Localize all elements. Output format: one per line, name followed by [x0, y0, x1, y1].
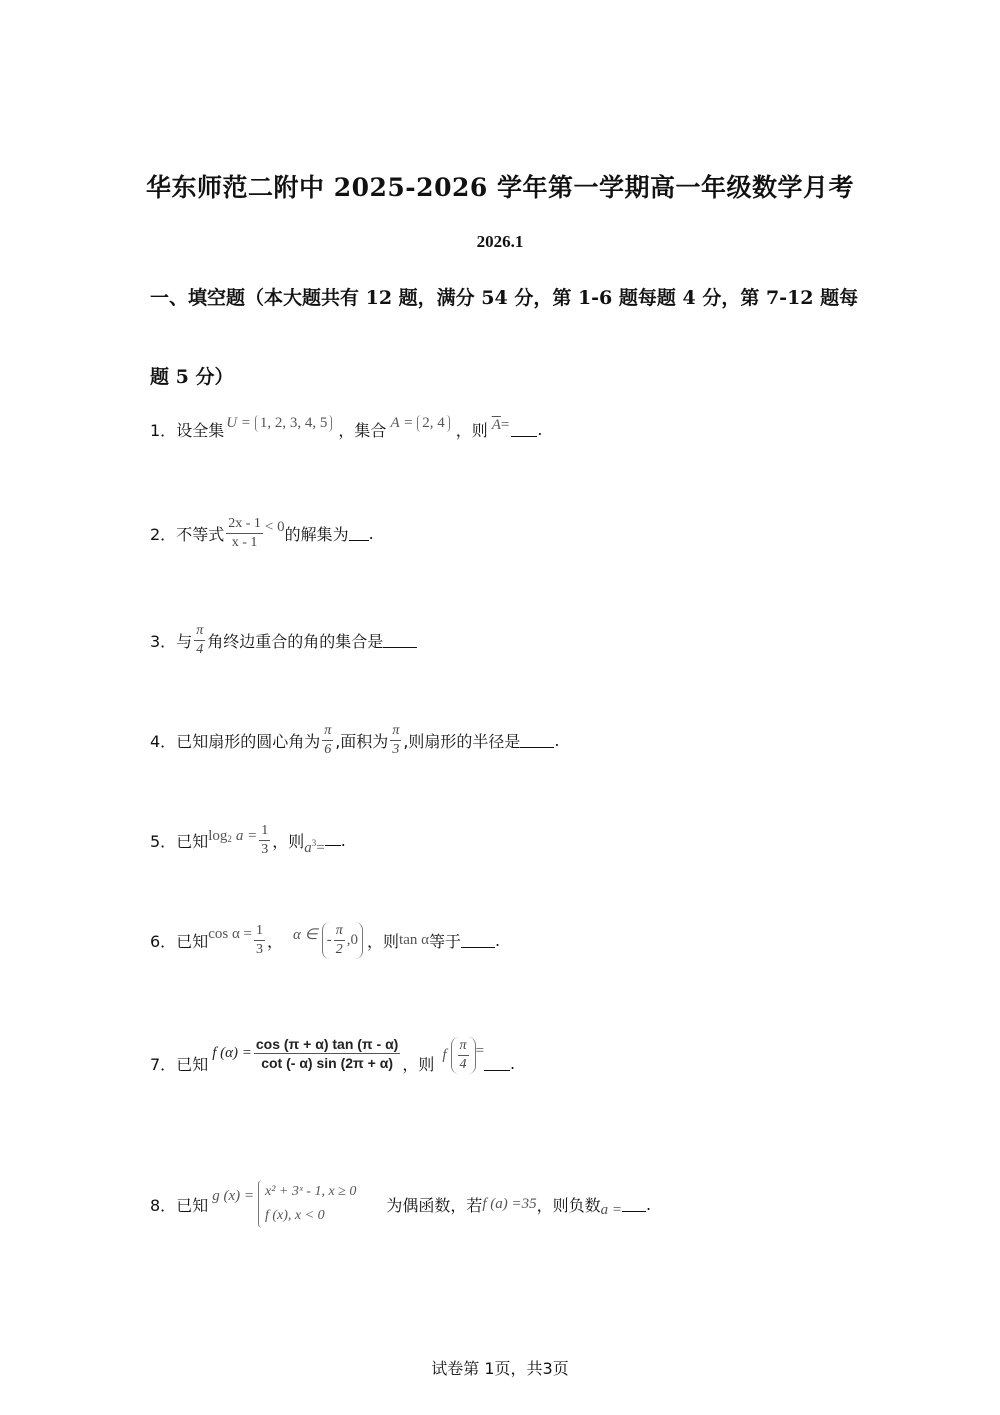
- q8-period: .: [646, 1194, 652, 1214]
- q6-text-1: 已知: [176, 932, 209, 951]
- q8-text-3: ，则负数: [536, 1195, 601, 1215]
- q5-number: 5．: [150, 832, 177, 851]
- q6-text-3: ，则: [367, 932, 400, 951]
- q7-text-2: ，则: [402, 1055, 435, 1074]
- q1-text-2: ，集合: [338, 421, 387, 440]
- q7-f2-numerator: π: [458, 1037, 469, 1056]
- q3-number: 3．: [150, 632, 177, 651]
- exam-date: 2026.1: [476, 232, 524, 251]
- question-4: [150, 722, 560, 759]
- q7-f: f: [442, 1047, 447, 1063]
- q6-fraction-1: [254, 922, 265, 959]
- q2-denominator: x - 1: [231, 535, 258, 550]
- q1-math-u: U =: [226, 415, 251, 431]
- q1-answer-blank[interactable]: [511, 422, 537, 437]
- q4-fraction-1: [322, 722, 333, 759]
- section-heading-line1: 一、填空题（本大题共有 12 题，满分 54 分，第 1-6 题每题 4 分，第 7-12 题每: [150, 287, 859, 309]
- q4-f2-numerator: π: [390, 722, 401, 741]
- q6-tan: tan α: [399, 932, 429, 948]
- q6-f1-numerator: 1: [254, 922, 265, 941]
- question-8: [150, 1180, 651, 1228]
- page-footer: 试卷第 1页，共3页: [431, 1359, 569, 1378]
- q2-numerator: 2x - 1: [226, 515, 263, 534]
- q7-period: .: [510, 1054, 516, 1073]
- q5-a-cubed: a: [304, 840, 312, 856]
- q1-period: .: [537, 420, 543, 439]
- q5-denominator: 3: [261, 842, 269, 857]
- q3-text-2: 角终边重合的角的集合是: [207, 632, 384, 651]
- q3-answer-blank[interactable]: [383, 633, 417, 648]
- q2-inequality: < 0: [264, 519, 285, 535]
- q5-log-base: 2: [227, 833, 232, 844]
- question-5: [150, 822, 346, 859]
- q6-answer-blank[interactable]: [461, 933, 495, 948]
- q6-fraction-2: [334, 922, 345, 959]
- q7-f2-denominator: 4: [459, 1057, 467, 1072]
- q7-denominator: cot (- α) sin (2π + α): [261, 1055, 393, 1071]
- q5-var-a: a =: [235, 828, 258, 844]
- q1-math-a: A =: [390, 415, 414, 431]
- q8-f-a: f (a) =35: [482, 1195, 537, 1212]
- q7-f-alpha: f (α) =: [212, 1045, 252, 1061]
- q5-answer-blank[interactable]: [325, 831, 341, 846]
- q2-number: 2．: [150, 525, 177, 544]
- q8-text-1: 已知: [176, 1195, 209, 1215]
- q1-equals: =: [500, 417, 510, 433]
- q6-interval: [322, 922, 363, 959]
- q2-fraction: [226, 515, 263, 552]
- q4-f1-denominator: 6: [324, 742, 332, 757]
- q4-f1-numerator: π: [322, 722, 333, 741]
- q7-answer-blank[interactable]: [484, 1056, 510, 1071]
- q8-number: 8．: [150, 1195, 177, 1215]
- q6-text-4: 等于: [428, 932, 461, 951]
- q6-zero: ,0: [346, 932, 359, 948]
- q7-paren: [451, 1037, 476, 1074]
- q5-log: log: [208, 828, 228, 844]
- q4-f2-denominator: 3: [392, 742, 400, 757]
- q2-text-1: 不等式: [176, 525, 225, 544]
- q5-numerator: 1: [259, 822, 270, 841]
- q4-text-3: ,则扇形的半径是: [403, 732, 521, 751]
- q1-number: 1．: [150, 421, 177, 440]
- q8-a-equals: a =: [600, 1201, 623, 1218]
- q8-answer-blank[interactable]: [622, 1197, 646, 1212]
- q7-fraction-2: [458, 1037, 469, 1074]
- q3-denominator: 4: [196, 642, 204, 657]
- q3-text-1: 与: [176, 632, 193, 651]
- q6-f2-numerator: π: [334, 922, 345, 941]
- q7-fraction: [254, 1035, 401, 1072]
- q1-set-u: 1, 2, 3, 4, 5: [255, 415, 333, 432]
- q8-piecewise: [258, 1180, 356, 1228]
- question-2: [150, 515, 374, 552]
- q6-text-2: ，: [267, 932, 284, 951]
- q1-text-1: 设全集: [176, 421, 225, 440]
- q1-complement-a: $\overline{A}$: [491, 417, 501, 433]
- q6-minus: -: [326, 932, 332, 948]
- q6-alpha-in: α ∈: [293, 927, 318, 943]
- q2-period: .: [368, 524, 374, 543]
- q5-period: .: [340, 831, 346, 850]
- q7-number: 7．: [150, 1055, 177, 1074]
- q8-g-x: g (x) =: [212, 1187, 254, 1204]
- question-3: [150, 622, 417, 659]
- q7-equals: =: [475, 1043, 485, 1059]
- q5-exponent: 3: [311, 837, 317, 848]
- section-heading-line2: 题 5 分）: [150, 366, 234, 388]
- q6-number: 6．: [150, 932, 177, 951]
- q4-period: .: [554, 731, 560, 750]
- q7-numerator: cos (π + α) tan (π - α): [255, 1036, 399, 1052]
- q6-period: .: [494, 931, 501, 950]
- q6-cos: cos α =: [208, 926, 253, 942]
- q8-case-2: f (x), x < 0: [264, 1208, 325, 1223]
- q2-text-2: 的解集为: [284, 525, 349, 544]
- q4-fraction-2: [390, 722, 401, 759]
- q5-equals: =: [316, 840, 325, 856]
- q4-text-1: 已知扇形的圆心角为: [176, 732, 321, 751]
- q5-fraction: [259, 822, 270, 859]
- q1-set-a: 2, 4: [417, 415, 450, 432]
- question-1: [150, 415, 543, 441]
- question-6: [150, 922, 500, 959]
- q4-answer-blank[interactable]: [520, 733, 554, 748]
- q8-text-2: 为偶函数，若: [386, 1195, 483, 1215]
- q6-f1-denominator: 3: [256, 942, 264, 957]
- q1-text-3: ，则: [455, 421, 488, 440]
- q4-text-2: ,面积为: [335, 732, 389, 751]
- q3-fraction: [194, 622, 205, 659]
- exam-title: 华东师范二附中 2025-2026 学年第一学期高一年级数学月考: [146, 173, 854, 202]
- q5-text-1: 已知: [176, 832, 209, 851]
- q7-text-1: 已知: [176, 1055, 209, 1074]
- q3-numerator: π: [194, 622, 205, 641]
- q8-case-1: x² + 3ˣ - 1, x ≥ 0: [264, 1184, 357, 1199]
- q6-f2-denominator: 2: [335, 942, 343, 957]
- q5-text-2: ，则: [272, 832, 305, 851]
- q4-number: 4．: [150, 732, 177, 751]
- q2-answer-blank[interactable]: [349, 526, 369, 541]
